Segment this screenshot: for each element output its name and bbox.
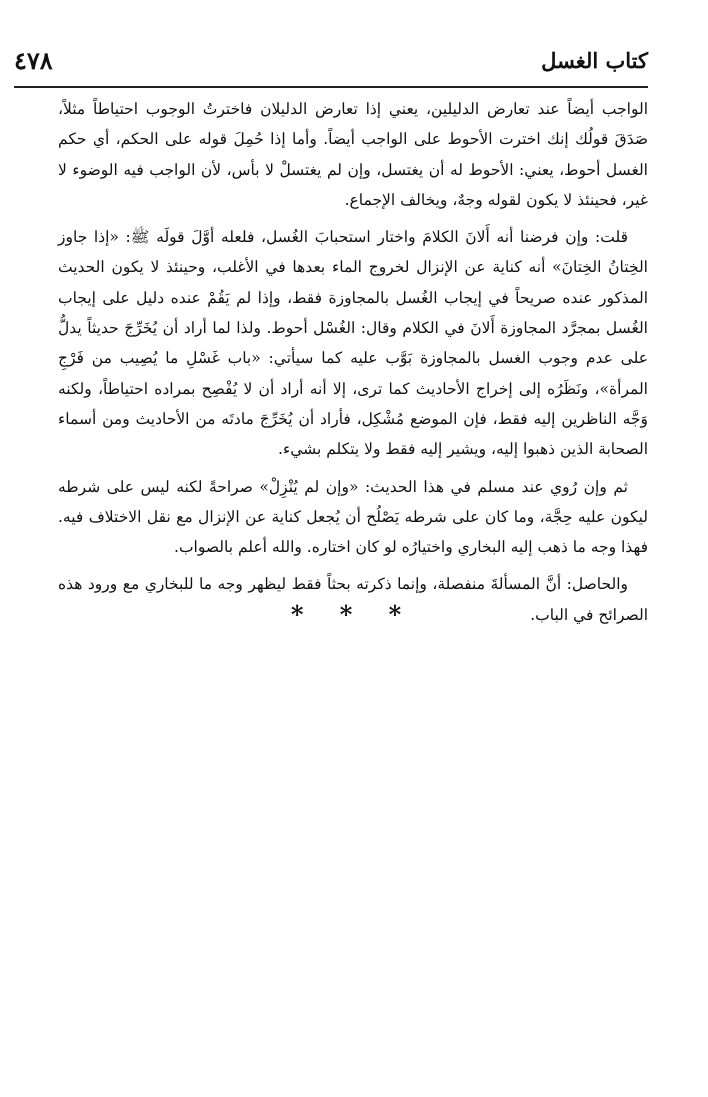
page-number: ٤٧٨ — [14, 46, 53, 75]
page-body — [58, 94, 648, 637]
running-title: كتاب الغسل — [541, 48, 648, 73]
paragraph-1: الواجب أيضاً عند تعارض الدليلين، يعني إذا تعارض الدليلان فاخترتُ الوجوب احتياطاً مثلاً، صَدَقَ قولُك إنك اخترت الأحوط على الواجب أيضاً. وأما إذا حُمِلَ قوله على الحكم، أي حكم الغسل أحوط، يعني: الأحوط له أن يغتسل، وإن لم يغتسلْ لا بأس، لأن الواجب فيه الوضوء لا غير، فحينئذ لا يكون لقوله وجهٌ، ويخالف الإجماع. — [58, 100, 648, 209]
paragraph-2: قلت: وإن فرضنا أنه أَلانَ الكلامَ واختار استحبابَ الغُسل، فلعله أوَّلَ قولَه ﷺ: «إذا جاوز الخِتانُ الخِتانَ» أنه كناية عن الإنزال لخروج الماء بعدها في الأغلب، وحينئذ لا يكون الحديث المذكور عنده صريحاً في إيجاب الغُسل بالمجاوزة فقط، وإذا لم يَقُمْ عنده دليل على إيجاب الغُسل بمجرَّد المجاوزة أَلانَ في الكلام وقال: الغُسْل أحوط. ولذا لما أراد أن يُخَرِّجَ حديثاً يدلُّ على عدم وجوب الغسل بالمجاوزة بَوَّب عليه كما سيأتي: «باب غَسْلِ ما يُصِيب من فَرْجِ المرأة»، ونَظَرُه إلى إخراج الأحاديث كما ترى، إلا أنه أراد أن لا يُفْصِح بمراده احتياطاً، ولكنه وَجَّه الناظرين إليه فقط، فإن الموضع مُشْكِل، فأراد أن يُخَرِّجَ مادتَه من الأحاديث ومن أسماء الصحابة الذين ذهبوا إليه، ويشير إليه فقط ولا يتكلم بشيء. — [58, 228, 648, 459]
page-header — [14, 46, 648, 82]
paragraph-3: ثم وإن رُوي عند مسلم في هذا الحديث: «وإن لم يُنْزِلْ» صراحةً لكنه ليس على شرطه ليكون عليه حِجَّة، وما كان على شرطه يَصْلُح أن يُجعل كناية عن الإنزال مع نقل الاختلاف فيه. فهذا وجه ما ذهب إليه البخاري واختيارُه لو كان اختاره. والله أعلم بالصواب. — [58, 477, 648, 557]
paragraph-4: والحاصل: أنَّ المسألةَ منفصلة، وإنما ذكرته بحثاً فقط ليظهر وجه ما للبخاري مع ورود هذه الصرائح في الباب. — [58, 575, 648, 624]
section-separator: * * * — [290, 600, 416, 629]
header-rule — [14, 86, 648, 88]
